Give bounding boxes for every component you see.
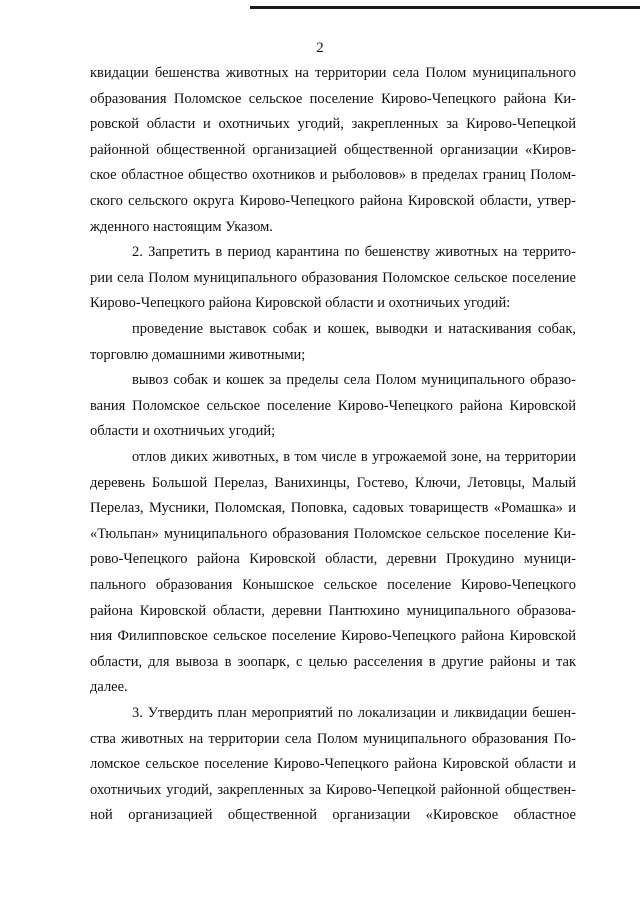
text-line: деревень Большой Перелаз, Ванихинцы, Гостево, Ключи, Летовцы, Малый — [90, 474, 576, 491]
text-line: ломское сельское поселение Кирово-Чепецкого района Кировской области и — [90, 756, 576, 773]
page-number: 2 — [316, 40, 324, 56]
text-line: ства животных на территории села Полом муниципального образования По- — [90, 730, 576, 747]
text-line: торговлю домашними животными; — [90, 346, 306, 363]
text-line: вания Поломское сельское поселение Кирово-Чепецкого района Кировской — [90, 397, 576, 414]
text-line: области и охотничьих угодий; — [90, 423, 276, 440]
text-line: районной общественной организацией общественной организации «Киров- — [90, 141, 576, 158]
text-line: ной организацией общественной организации «Кировское областное — [90, 807, 576, 824]
text-line: квидации бешенства животных на территории села Полом муниципального — [90, 65, 576, 81]
text-line: вывоз собак и кошек за пределы села Полом муниципального образо- — [132, 372, 576, 389]
text-line: района Кировской области, деревни Пантюхино муниципального образова- — [90, 602, 576, 619]
text-line: отлов диких животных, в том числе в угрожаемой зоне, на территории — [132, 449, 576, 465]
text-line: ского сельского округа Кирово-Чепецкого района Кировской области, утвер- — [90, 193, 576, 209]
text-line: проведение выставок собак и кошек, выводки и натаскивания собак, — [132, 321, 576, 337]
text-line: пального образования Конышское сельское поселение Кирово-Чепецкого — [90, 577, 576, 593]
text-line: ровской области и охотничьих угодий, закрепленных за Кирово-Чепецкой — [90, 116, 576, 133]
text-line: рии села Полом муниципального образования Поломское сельское поселение — [90, 269, 576, 286]
text-line: далее. — [90, 679, 128, 696]
text-line: рово-Чепецкого района Кировской области, деревни Прокудино муници- — [90, 551, 576, 568]
scan-edge-line — [250, 6, 640, 9]
text-line: Кирово-Чепецкого района Кировской области и охотничьих угодий: — [90, 295, 511, 312]
text-line: области, для вывоза в зоопарк, с целью расселения в другие районы и так — [90, 653, 576, 670]
text-line: образования Поломское сельское поселение Кирово-Чепецкого района Ки- — [90, 90, 576, 107]
text-line: 2. Запретить в период карантина по бешенству животных на террито- — [132, 244, 576, 261]
text-line: жденного настоящим Указом. — [90, 218, 273, 235]
text-line: «Тюльпан» муниципального образования Поломское сельское поселение Ки- — [90, 525, 576, 542]
text-line: охотничьих угодий, закрепленных за Кирово-Чепецкой районной обществен- — [90, 781, 576, 798]
text-line: ния Филипповское сельское поселение Кирово-Чепецкого района Кировской — [90, 628, 576, 645]
text-line: ское областное общество охотников и рыболовов» в пределах границ Полом- — [90, 167, 576, 184]
text-line: Перелаз, Мусники, Поломская, Поповка, садовых товариществ «Ромашка» и — [90, 500, 576, 517]
text-line: 3. Утвердить план мероприятий по локализации и ликвидации бешен- — [132, 705, 576, 721]
